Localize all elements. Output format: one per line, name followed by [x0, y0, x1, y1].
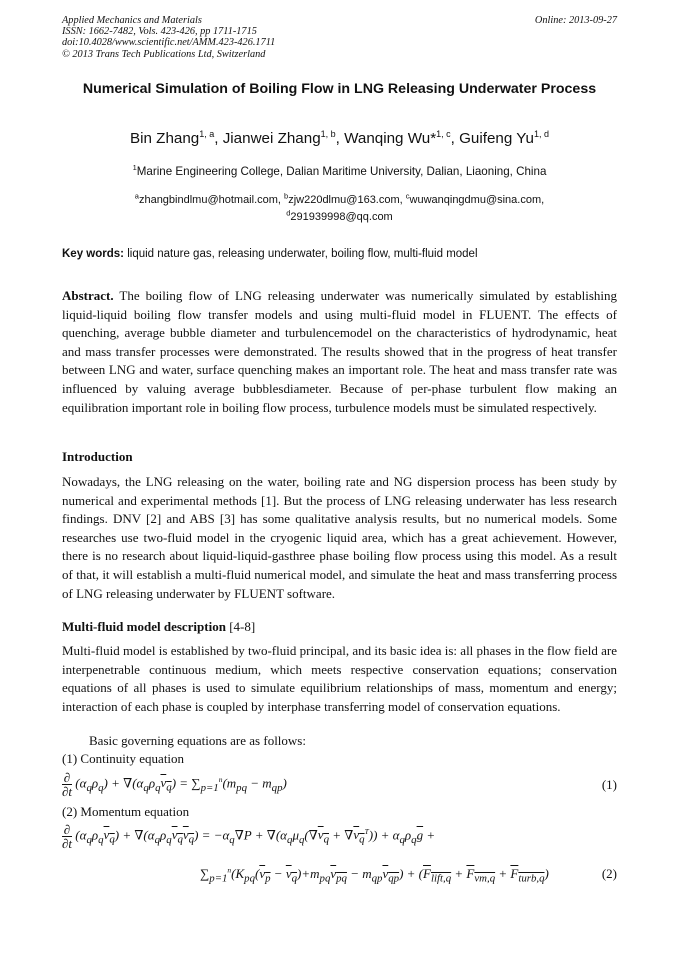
multifluid-text: Multi-fluid model is established by two-fluid principal, and its basic idea is: all phases in the flow field are interpenetrable continuous medium, which meets respective conservation equations; conservation equations of all phases is used to simulate equilibrium relationships of mass, momentum and energy; interaction of each phase is coupled by interphase transferring model of conservation equations.: [62, 643, 617, 714]
affiliation: [62, 165, 617, 178]
author-name: Guifeng Yu: [459, 130, 534, 147]
continuity-equation: $\frac{\partial}{\partial t}$ $(\alpha_q\rho_q) + \nabla(\alpha_q\rho_qv_q) = \sum_{p=1}^n(m_{pq} - m_{qp})$ (1): [62, 770, 617, 799]
author-name: Wanqing Wu*: [344, 130, 437, 147]
issn: ISSN: 1662-7482, Vols. 423-426, pp 1711-1715: [62, 26, 257, 38]
author-sup: 1, b: [320, 128, 336, 139]
momentum-equation-line1: $\frac{\partial}{\partial t}$ $(\alpha_q\rho_qv_q) + \nabla(\alpha_q\rho_qv_qv_q) = -\alpha_q\nabla P + \nabla(\alpha_q\mu_q(\nabla v_q + \nabla v_q^T)) + \alpha_q\rho_q\overline{g}$ +: [62, 822, 436, 851]
online-date: Online: 2013-09-27: [534, 15, 617, 26]
doi: doi:10.4028/www.scientific.net/AMM.423-426.1711: [62, 37, 276, 49]
email-a[interactable]: zhangbindlmu@hotmail.com,: [138, 194, 281, 206]
multifluid-heading: Multi-fluid model description: [62, 619, 226, 634]
governing-intro: Basic governing equations are as follows:: [89, 733, 306, 748]
abstract-label: Abstract.: [62, 288, 114, 303]
equation-number: (1): [601, 777, 617, 792]
affiliation-sup: 1: [132, 163, 137, 173]
abstract: [62, 287, 617, 417]
copyright: © 2013 Trans Tech Publications Ltd, Switzerland: [62, 48, 266, 60]
momentum-label: (2) Momentum equation: [62, 804, 190, 819]
keywords-label: Key words:: [62, 248, 124, 260]
email-list: $^a$zhangbindlmu@hotmail.com, $^b$zjw220dlmu@163.com, $^c$wuwanqingdmu@sina.com, $^d$291939998@qq.com: [134, 191, 545, 223]
author-sup: 1, d: [533, 128, 549, 139]
continuity-label: (1) Continuity equation: [62, 751, 185, 766]
email-d[interactable]: 291939998@qq.com: [290, 211, 393, 223]
email-c[interactable]: wuwanqingdmu@sina.com,: [409, 194, 545, 206]
affiliation-text: Marine Engineering College, Dalian Maritime University, Dalian, Liaoning, China: [136, 165, 547, 178]
author-name: Bin Zhang: [130, 130, 200, 147]
abstract-text: The boiling flow of LNG releasing underwater was numerically simulated by establishing liquid-liquid boiling flow transfer models and using multi-fluid model in FLUENT. The effects of quenching, average bubble diameter and turbulencemodel on the characteristics of hydrodynamic, heat and mass transfer processes were demonstrated. The results showed that in the progress of heat transfer between LNG and water, surface quenching makes an important role. The heat and mass transfer rate was influenced by valuing average bubblesdiameter. Because of per-phase turbulent flow making an equilibration important role in boiling flow process, turbulence models must be simulated respectively.: [62, 288, 617, 415]
journal-name: Applied Mechanics and Materials: [62, 15, 202, 26]
author-sup: 1, c: [436, 128, 451, 139]
section-heading-introduction: Introduction: [62, 449, 133, 464]
email-b[interactable]: zjw220dlmu@163.com,: [288, 194, 403, 206]
author-name: Jianwei Zhang: [222, 130, 321, 147]
journal-header: [62, 15, 617, 60]
introduction-text: Nowadays, the LNG releasing on the water, boiling rate and NG dispersion process has been study by numerical and experimental methods [1]. But the process of LNG releasing underwater has less research findings. DNV [2] and ABS [3] has some qualitative analysis results, but no numerical models. Some researches use two-fluid model in the cryogenic liquid area, which has a great achievement. However, there is no research about liquid-liquid-gasthree phase boiling flow process using this model. As a result of that, it will establish a multi-fluid numerical model, and simulate the heat and mass transferring process of LNG releasing underwater by FLUENT software.: [62, 474, 617, 601]
paper-title: Numerical Simulation of Boiling Flow in LNG Releasing Underwater Process: [82, 81, 597, 97]
equation-number: (2): [601, 866, 617, 881]
author-sup: 1, a: [199, 128, 215, 139]
momentum-equation-line2: $\sum_{p=1}^n(K_{pq}(v_p - v_q)+m_{pq}v_{pq} - m_{qp}v_{qp}) + (F_{lift,q} + F_{vm,q} + F_{turb,q})$ (2): [200, 865, 617, 885]
section-heading-multifluid: [62, 619, 617, 635]
keywords-text: liquid nature gas, releasing underwater, boiling flow, multi-fluid model: [127, 248, 478, 260]
author-list: Bin Zhang$^{1, a}$, Jianwei Zhang$^{1, b}$, Wanqing Wu*$^{1, c}$, Guifeng Yu$^{1, d}$: [130, 128, 549, 147]
multifluid-ref: [4-8]: [229, 619, 256, 634]
keywords: [62, 248, 617, 260]
